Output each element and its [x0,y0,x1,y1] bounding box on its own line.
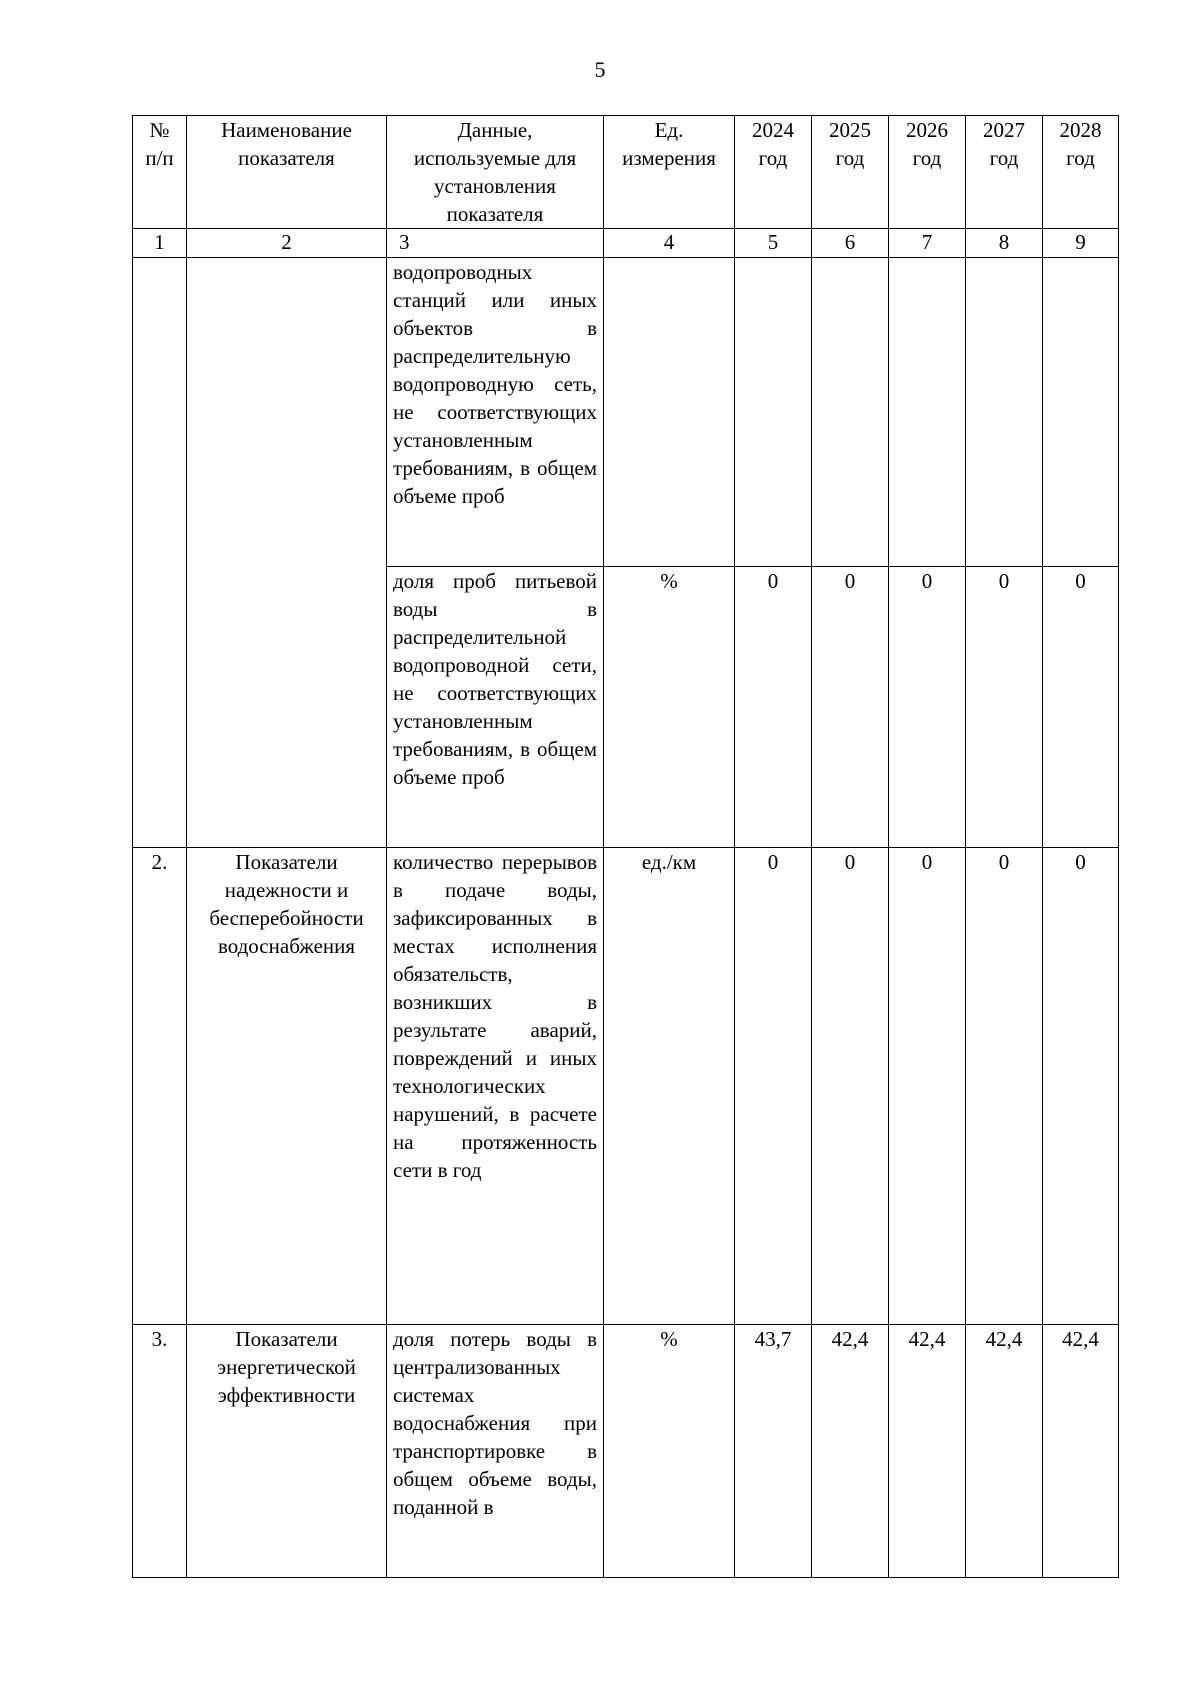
indicators-table [132,115,1119,1578]
unit: % [604,1325,735,1578]
table-header-row [133,116,1119,229]
value-2025: 42,4 [812,1325,889,1578]
table-row [133,258,1119,567]
column-number: 7 [889,229,966,258]
value-2028 [1043,258,1119,567]
indicator-name: Показатели надежности и бесперебойности водоснабжения [187,848,387,1325]
header-year-2027: 2027 год [966,116,1043,229]
value-2026: 42,4 [889,1325,966,1578]
header-year-2026: 2026 год [889,116,966,229]
value-2026: 0 [889,848,966,1325]
unit: ед./км [604,848,735,1325]
value-2024: 0 [735,567,812,848]
column-number: 6 [812,229,889,258]
header-year-2025: 2025 год [812,116,889,229]
value-2024: 43,7 [735,1325,812,1578]
column-number: 5 [735,229,812,258]
value-2024 [735,258,812,567]
value-2026 [889,258,966,567]
unit [604,258,735,567]
table-row [133,848,1119,1325]
value-2025: 0 [812,567,889,848]
column-number: 3 [387,229,604,258]
value-2024: 0 [735,848,812,1325]
column-number: 9 [1043,229,1119,258]
value-2026: 0 [889,567,966,848]
column-number: 1 [133,229,187,258]
header-year-2024: 2024 год [735,116,812,229]
column-number: 4 [604,229,735,258]
indicator-name: Показатели энергетической эффективности [187,1325,387,1578]
header-indicator-name: Наименование показателя [187,116,387,229]
value-2025 [812,258,889,567]
header-number: № п/п [133,116,187,229]
page-number: 5 [594,57,606,82]
data-source-text: доля потерь воды в централизованных системах водоснабжения при транспортировке в общем объеме воды, поданной в [387,1325,604,1578]
value-2027 [966,258,1043,567]
value-2028: 0 [1043,567,1119,848]
value-2027: 42,4 [966,1325,1043,1578]
value-2027: 0 [966,848,1043,1325]
header-year-2028: 2028 год [1043,116,1119,229]
header-data-source: Данные, используемые для установления показателя [387,116,604,229]
column-numbers-row [133,229,1119,258]
row-number: 2. [133,848,187,1325]
row-number [133,258,187,848]
column-number: 8 [966,229,1043,258]
unit: % [604,567,735,848]
row-number: 3. [133,1325,187,1578]
value-2028: 42,4 [1043,1325,1119,1578]
header-unit: Ед. измерения [604,116,735,229]
data-source-text: доля проб питьевой воды в распределительной водопроводной сети, не соответствующих установленным требованиям, в общем объеме проб [387,567,604,848]
column-number: 2 [187,229,387,258]
table-row [133,1325,1119,1578]
value-2028: 0 [1043,848,1119,1325]
data-source-text: количество перерывов в подаче воды, зафиксированных в местах исполнения обязательств, возникших в результате аварий, повреждений и иных технологических нарушений, в расчете на протяженность сети в год [387,848,604,1325]
value-2025: 0 [812,848,889,1325]
indicator-name [187,258,387,848]
data-source-text: водопроводных станций или иных объектов в распределительную водопроводную сеть, не соответствующих установленным требованиям, в общем объеме проб [387,258,604,567]
value-2027: 0 [966,567,1043,848]
